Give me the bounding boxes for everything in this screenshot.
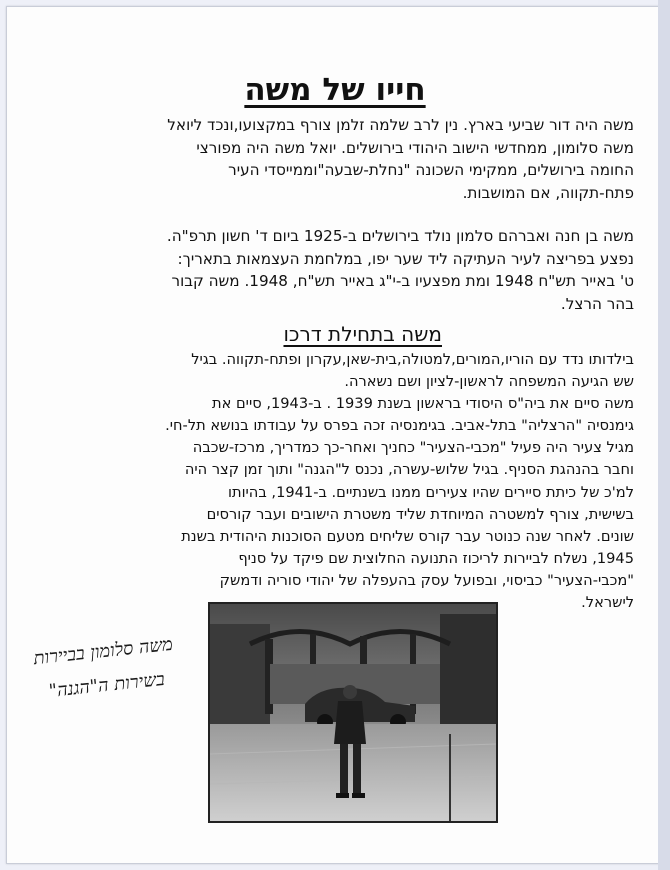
section-subtitle: משה בתחילת דרכו (283, 322, 442, 346)
birth-line: משה בן חנה ואברהם סלמון נולד בירושלים ב-1925 ביום ד' חשון תרפ"ה. (166, 227, 634, 245)
early-line: 1945, נשלח לביירות לריכוז התנועה החלוצית שם פיקד על סניף (238, 549, 634, 567)
birth-line: נפצע בפריצה לעיר העתיקה ליד שער יפו, במלחמת העצמאות בתאריך: (177, 249, 634, 268)
birth-paragraph (44, 225, 634, 315)
early-line: גימנסיה "הרצליה" בתל-אביב. בגימנסיה זכה בפרס על עבודתו בנושא תל-חי. (165, 417, 634, 435)
early-line: משה סיים את ביה"ס היסודי בראשון בשנת 1939 . ב-1943, סיים את (212, 395, 634, 413)
photo-building-right (440, 614, 496, 724)
intro-line: משה סלומון, ממחדשי הישוב היהודי בירושלים. יואל משה היה מפורצי (196, 138, 634, 157)
handwritten-line: בשירות ה"הגנה" (47, 668, 166, 702)
early-line: למ'כ של כיתת סיירים שהיו צעירים ממנו בשנתיים. ב-1941, בהיותו (228, 483, 634, 501)
scan-edge (658, 0, 670, 870)
intro-line: פתח-תקווה, אם המושבות. (462, 183, 634, 202)
page-title: חייו של משה (244, 72, 426, 108)
handwritten-line: משה סלומון בביירות (32, 633, 174, 670)
early-line: בשישית, צורף למשטרה המיוחדת שליד משטרת הישובים ועבר קורסים (206, 505, 634, 523)
early-line: בילדותו נדד עם הוריו,המורים,למטולה,בית-שאן,עקרון ופתח-תקווה. בגיל (191, 351, 634, 368)
early-life-paragraph (34, 349, 634, 614)
early-line: מגיל צעיר היה פעיל "מכבי-הצעיר" כחניך ואחר-כך כמדריך, מרכז-שכבה (192, 439, 634, 457)
historic-photo (208, 602, 498, 823)
early-line: "מכבי-הצעיר" כביסוי, ובפועל עסק בהעפלה של יהודי סוריה ודמשק (219, 571, 634, 589)
early-line: שונים. לאחר שנה כנוטר עבר קורס שליחים מטעם הסוכנות היהודית בשנת (181, 527, 634, 545)
photo-drawing (210, 604, 496, 821)
intro-paragraph (44, 114, 634, 204)
intro-line: החומה בירושלים, ממקימי השכונה "נחלת-שבעה"וממייסדי העיר (228, 161, 634, 179)
birth-line: ט' באייר תש"ח 1948 ומת מפצעיו ב-י"ג באייר תש"ח, 1948. משה קבור (171, 272, 634, 290)
birth-line: בהר הרצל. (560, 294, 634, 313)
early-line: שש הגיעה המשפחה לראשון-לציון ושם נשארה. (344, 373, 634, 391)
intro-line: משה היה דור שביעי בארץ. נין לרב שלמה זלמן צורף במקצועו,ונכד ליואל (167, 116, 634, 134)
early-line: לישראל. (581, 594, 634, 612)
early-line: וחבר בהנהגת הסניף. בגיל שלוש-עשרה, נכנס ל"הגנה" ותוך זמן קצר היה (184, 461, 634, 479)
